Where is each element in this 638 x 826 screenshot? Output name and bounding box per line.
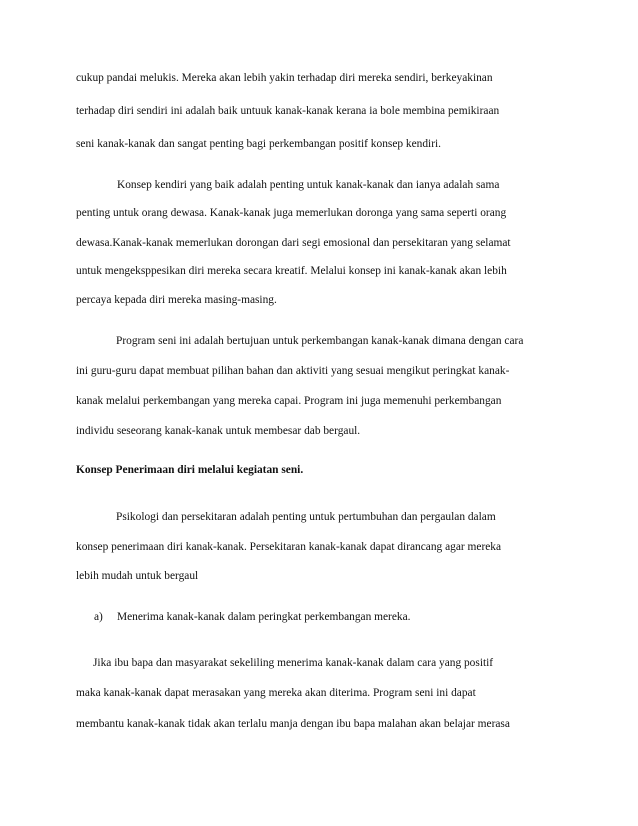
paragraph-3-line-4: individu seseorang kanak-kanak untuk membesar dab bergaul. (76, 425, 361, 437)
paragraph-4-line-3: lebih mudah untuk bergaul (76, 570, 199, 582)
paragraph-3-line-1: Program seni ini adalah bertujuan untuk perkembangan kanak-kanak dimana dengan cara (116, 335, 524, 347)
paragraph-1-line-2: terhadap diri sendiri ini adalah baik untuuk kanak-kanak kerana ia bole membina pemikiraan (76, 105, 500, 117)
paragraph-2-line-1: Konsep kendiri yang baik adalah penting untuk kanak-kanak dan ianya adalah sama (117, 179, 500, 191)
list-item-a-marker: a) (94, 611, 103, 623)
paragraph-1-line-1: cukup pandai melukis. Mereka akan lebih yakin terhadap diri mereka sendiri, berkeyakinan (76, 72, 493, 84)
paragraph-2-line-4: untuk mengeksppesikan diri mereka secara kreatif. Melalui konsep ini kanak-kanak akan lebih (76, 265, 507, 277)
paragraph-5-line-3: membantu kanak-kanak tidak akan terlalu manja dengan ibu bapa malahan akan belajar merasa (76, 718, 510, 730)
paragraph-3-line-2: ini guru-guru dapat membuat pilihan bahan dan aktiviti yang sesuai mengikut peringkat kanak- (76, 365, 510, 377)
paragraph-2-line-3: dewasa.Kanak-kanak memerlukan dorongan dari segi emosional dan persekitaran yang selamat (76, 237, 511, 249)
paragraph-4-line-2: konsep penerimaan diri kanak-kanak. Persekitaran kanak-kanak dapat dirancang agar mereka (76, 541, 502, 553)
paragraph-1-line-3: seni kanak-kanak dan sangat penting bagi perkembangan positif konsep kendiri. (76, 138, 442, 150)
paragraph-3-line-3: kanak melalui perkembangan yang mereka capai. Program ini juga memenuhi perkembangan (76, 395, 502, 407)
paragraph-2-line-5: percaya kepada diri mereka masing-masing. (76, 294, 277, 306)
section-heading: Konsep Penerimaan diri melalui kegiatan seni. (76, 464, 304, 476)
paragraph-2-line-2: penting untuk orang dewasa. Kanak-kanak juga memerlukan doronga yang sama seperti orang (76, 207, 507, 219)
list-item-a-text: Menerima kanak-kanak dalam peringkat perkembangan mereka. (117, 611, 411, 623)
paragraph-4-line-1: Psikologi dan persekitaran adalah penting untuk pertumbuhan dan pergaulan dalam (116, 511, 496, 523)
paragraph-5-line-2: maka kanak-kanak dapat merasakan yang mereka akan diterima. Program seni ini dapat (76, 687, 476, 699)
paragraph-5-line-1: Jika ibu bapa dan masyarakat sekeliling menerima kanak-kanak dalam cara yang positif (93, 657, 494, 669)
